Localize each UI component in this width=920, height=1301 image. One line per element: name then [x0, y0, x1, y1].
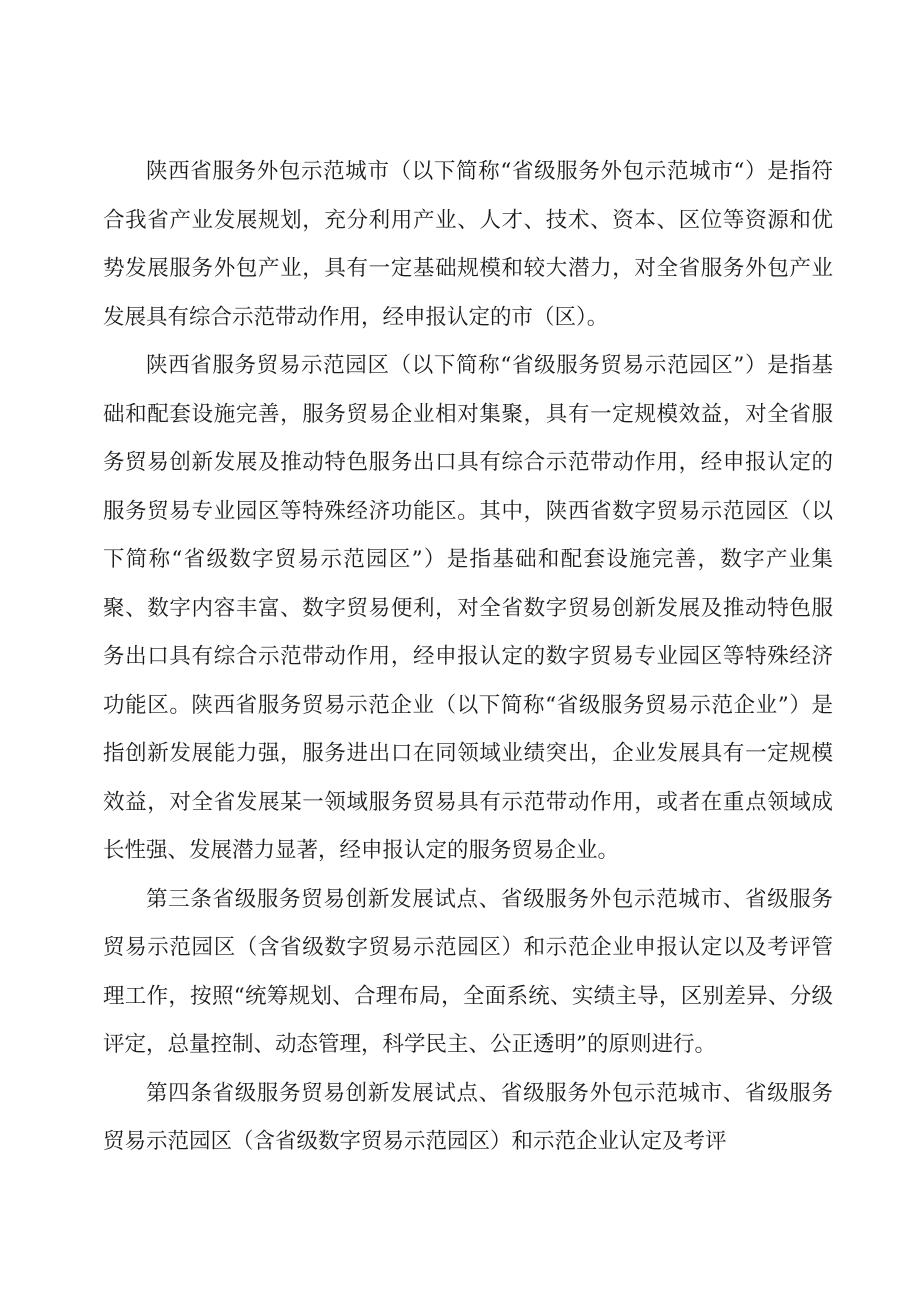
- paragraph-service-outsourcing-city: 陕西省服务外包示范城市（以下简称“省级服务外包示范城市“）是指符合我省产业发展规划，充分利用产业、人才、技术、资本、区位等资源和优势发展服务外包产业，具有一定基础规模和较大潜力，对全省服务外包产业发展具有综合示范带动作用，经申报认定的市（区）。: [103, 159, 833, 330]
- document-body: [103, 148, 833, 1167]
- paragraph-service-trade-park: 陕西省服务贸易示范园区（以下简称“省级服务贸易示范园区”）是指基础和配套设施完善，服务贸易企业相对集聚，具有一定规模效益，对全省服务贸易创新发展及推动特色服务出口具有综合示范带动作用，经申报认定的服务贸易专业园区等特殊经济功能区。其中，陕西省数字贸易示范园区（以下简称“省级数字贸易示范园区”）是指基础和配套设施完善，数字产业集聚、数字内容丰富、数字贸易便利，对全省数字贸易创新发展及推动特色服务出口具有综合示范带动作用，经申报认定的数字贸易专业园区等特殊经济功能区。陕西省服务贸易示范企业（以下简称“省级服务贸易示范企业”）是指创新发展能力强，服务进出口在同领域业绩突出，企业发展具有一定规模效益，对全省发展某一领域服务贸易具有示范带动作用，或者在重点领域成长性强、发展潜力显著，经申报认定的服务贸易企业。: [103, 353, 833, 863]
- paragraph-article-4: 第四条省级服务贸易创新发展试点、省级服务外包示范城市、省级服务贸易示范园区（含省级数字贸易示范园区）和示范企业认定及考评: [103, 1080, 833, 1154]
- paragraph-article-3: 第三条省级服务贸易创新发展试点、省级服务外包示范城市、省级服务贸易示范园区（含省级数字贸易示范园区）和示范企业申报认定以及考评管理工作，按照“统筹规划、合理布局，全面系统、实绩主导，区别差异、分级评定，总量控制、动态管理，科学民主、公正透明”的原则进行。: [103, 886, 833, 1057]
